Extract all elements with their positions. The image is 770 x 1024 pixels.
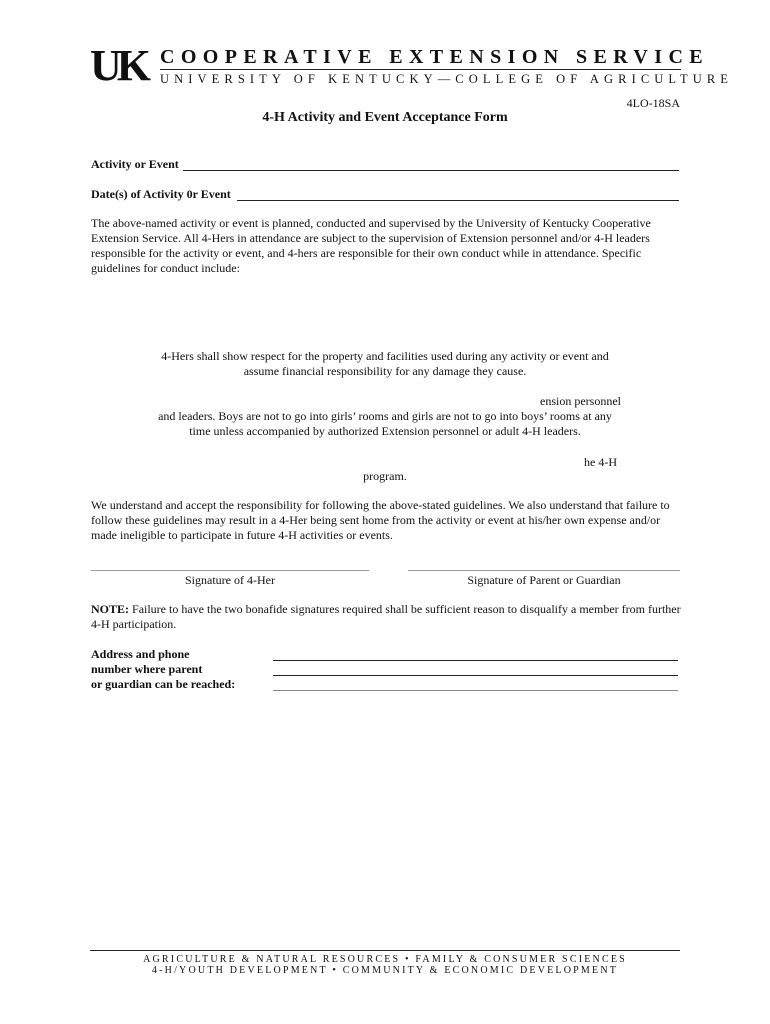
footer-line-2: 4-H/YOUTH DEVELOPMENT • COMMUNITY & ECONOMIC DEVELOPMENT xyxy=(151,965,619,976)
signature-4her-line[interactable] xyxy=(91,570,369,571)
activity-label: Activity or Event xyxy=(91,157,179,171)
contact-label-2: number where parent xyxy=(91,662,203,676)
note-text: Failure to have the two bonafide signatures required shall be sufficient reason to disqualify a member from further 4-H participation. xyxy=(91,602,681,631)
dates-field[interactable] xyxy=(237,200,679,201)
guideline-1-line-1: 4-Hers shall show respect for the property and facilities used during any activity or event and xyxy=(161,349,609,363)
form-code: 4LO-18SA xyxy=(626,96,680,110)
dates-label: Date(s) of Activity 0r Event xyxy=(91,187,231,201)
guideline-3-line-2: program. xyxy=(363,469,407,483)
footer-line-1: AGRICULTURE & NATURAL RESOURCES • FAMILY & CONSUMER SCIENCES xyxy=(143,954,627,965)
guideline-1-line-2: assume financial responsibility for any damage they cause. xyxy=(243,364,527,378)
footer-rule xyxy=(90,950,680,951)
activity-field[interactable] xyxy=(183,170,679,171)
signature-4her-label: Signature of 4-Her xyxy=(185,573,275,587)
org-name: COOPERATIVE EXTENSION SERVICE xyxy=(160,46,710,68)
note-prefix: NOTE: xyxy=(91,602,130,616)
guideline-3-fragment: he 4-H xyxy=(584,455,617,469)
org-subtitle: UNIVERSITY OF KENTUCKY—COLLEGE OF AGRICULTURE xyxy=(160,72,734,86)
contact-label-3: or guardian can be reached: xyxy=(91,677,236,691)
intro-paragraph: The above-named activity or event is planned, conducted and supervised by the University of Kentucky Cooperative Extension Service. All 4-Hers in attendance are subject to the supervision of Extension personnel and/or 4-H leaders responsible for the activity or event, and 4-hers are responsible for their own conduct while in attendance. Specific guidelines for conduct include: xyxy=(91,216,651,275)
guideline-2-line-2: and leaders. Boys are not to go into girls’ rooms and girls are not to go into boys’ rooms at any xyxy=(158,409,612,423)
guideline-2-line-3: time unless accompanied by authorized Extension personnel or adult 4-H leaders. xyxy=(189,424,581,438)
uk-logo xyxy=(90,41,158,90)
signature-parent-label: Signature of Parent or Guardian xyxy=(467,573,621,587)
logo-text: UK xyxy=(90,41,146,90)
contact-label-1: Address and phone xyxy=(91,647,190,661)
contact-line-2[interactable] xyxy=(273,675,678,676)
header-rule xyxy=(160,69,681,70)
contact-line-3[interactable] xyxy=(273,690,678,691)
signature-parent-line[interactable] xyxy=(408,570,680,571)
guideline-2-fragment: ension personnel xyxy=(540,394,621,408)
form-title: 4-H Activity and Event Acceptance Form xyxy=(262,110,508,125)
note-paragraph xyxy=(91,602,681,632)
acceptance-paragraph: We understand and accept the responsibility for following the above-stated guidelines. We also understand that failure to follow these guidelines may result in a 4-Her being sent home from the activity or event at his/her own expense and/or made ineligible to participate in future 4-H activities or events. xyxy=(91,498,670,542)
contact-line-1[interactable] xyxy=(273,660,678,661)
